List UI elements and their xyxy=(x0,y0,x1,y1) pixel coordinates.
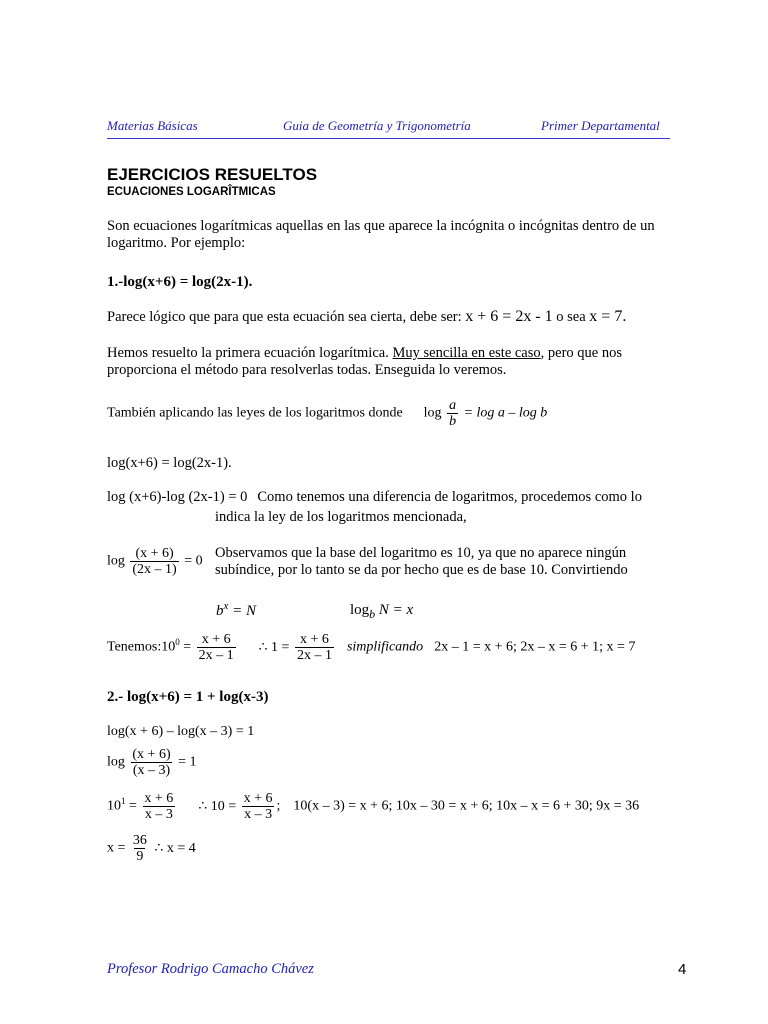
difference-line xyxy=(107,489,642,506)
p1-text: Parece lógico que para que esta ecuación sea cierta, debe ser: xyxy=(107,309,462,325)
p1-equation: x + 6 = 2x - 1 xyxy=(465,308,553,325)
ex2-log: log xyxy=(107,754,125,770)
tenemos-fraction-1 xyxy=(197,632,236,663)
ex2-therefore: ∴ 10 = xyxy=(198,799,237,814)
p1-or: o sea xyxy=(556,309,586,325)
exercise-2-heading: 2.- log(x+6) = 1 + log(x-3) xyxy=(107,689,269,705)
ex2-denominator: (x – 3) xyxy=(132,763,171,778)
ex2-line-2 xyxy=(107,747,197,778)
tenemos-exp: 0 xyxy=(175,637,180,648)
frac-denominator: (2x – 1) xyxy=(132,562,177,577)
intro-paragraph: Son ecuaciones logarítmicas aquellas en las que aparece la incógnita o incógnitas dentro de un logaritmo. Por ejemplo: xyxy=(107,218,655,251)
conv-sub-b: b xyxy=(369,607,376,621)
base-paragraph: Observamos que la base del logaritmo es 10, ya que no aparece ningún subíndice, por lo tanto se da por hecho que es de base 10. Convirtiendo xyxy=(215,545,628,578)
ex2-x-eq: x = xyxy=(107,840,126,856)
ex2-base: 10 xyxy=(107,798,121,814)
simplificando-label: simplificando xyxy=(346,639,424,655)
ex2-result: ∴ x = 4 xyxy=(154,841,196,856)
ex2-rhs: = 1 xyxy=(178,754,197,770)
p2-underlined: Muy sencilla en este caso xyxy=(392,345,541,361)
header-divider xyxy=(107,138,670,139)
tenemos-line xyxy=(107,632,635,663)
ex2-num-b: x + 6 xyxy=(243,791,273,806)
p2-text-a: Hemos resuelto la primera ecuación logarítmica. xyxy=(107,345,389,361)
ex2-eq: = xyxy=(129,798,137,814)
ex2-den-c: 9 xyxy=(136,849,144,864)
difference-text-1: Como tenemos una diferencia de logaritmos, procedemos como lo xyxy=(257,489,642,505)
ex2-line-4 xyxy=(107,833,196,864)
page-number: 4 xyxy=(678,961,687,978)
ex2-den-b: x – 3 xyxy=(244,807,273,822)
page-subtitle: ECUACIONES LOGARÎTMICAS xyxy=(107,186,276,198)
log-law-line xyxy=(107,398,547,429)
therefore-one: ∴ 1 = xyxy=(258,640,290,655)
frac-log: log xyxy=(107,553,125,569)
ex2-num-a: x + 6 xyxy=(144,791,174,806)
ex2-num-c: 36 xyxy=(132,833,147,848)
tenemos-eq: = xyxy=(183,639,192,655)
frac-numerator: (x + 6) xyxy=(135,546,174,561)
exercise-1-paragraph-1 xyxy=(107,308,687,326)
law-rhs: = log a – log b xyxy=(463,405,548,421)
ex2-fraction-b xyxy=(242,791,275,822)
law-denominator: b xyxy=(449,414,457,429)
conversion-right xyxy=(350,602,413,622)
tenemos-num-2: x + 6 xyxy=(300,632,329,647)
conv-log: log xyxy=(350,602,370,619)
ex2-fraction-c xyxy=(131,833,149,864)
conversion-left xyxy=(216,600,256,620)
p2-text-b: , pero que nos proporciona el método para resolverlas todas. Enseguida lo veremos. xyxy=(107,345,622,378)
law-text: También aplicando las leyes de los logaritmos donde xyxy=(107,405,403,421)
equation-restated: log(x+6) = log(2x-1). xyxy=(107,455,232,471)
p1-result: x = 7. xyxy=(589,308,627,325)
ex2-numerator: (x + 6) xyxy=(132,747,171,762)
exercise-1-paragraph-2 xyxy=(107,345,687,379)
conv-b: b xyxy=(216,603,224,620)
tenemos-den-2: 2x – 1 xyxy=(296,648,332,663)
ex2-fraction xyxy=(130,747,172,778)
fraction-equation xyxy=(107,546,203,577)
page-title: EJERCICIOS RESUELTOS xyxy=(107,165,318,184)
tenemos-base: 10 xyxy=(161,639,176,655)
law-numerator: a xyxy=(449,398,457,413)
tenemos-fraction-2 xyxy=(295,632,334,663)
header-right: Primer Departamental xyxy=(541,118,660,133)
law-log: log xyxy=(423,405,442,421)
exercise-1-heading: 1.-log(x+6) = log(2x-1). xyxy=(107,274,253,290)
difference-text-2: indica la ley de los logaritmos mencionada, xyxy=(215,509,467,525)
ex2-line-3: $10^1$ = $\frac{x + 6}{x - 3}$ ∴ 10 = $\frac{x + 6}{x - 3}$ ; 10(x – 3) = x + 6; 10x – 30 = x + 6; 10x – x = 6 + 30; 9x = 36 xyxy=(107,791,640,822)
header-center: Guia de Geometría y Trigonometría xyxy=(283,118,471,133)
difference-equation: log (x+6)-log (2x-1) = 0 xyxy=(107,489,248,505)
tenemos-den-1: 2x – 1 xyxy=(198,648,234,663)
ex2-line-1: log(x + 6) – log(x – 3) = 1 xyxy=(107,724,255,739)
conv-left-rhs: = N xyxy=(232,603,257,620)
law-fraction xyxy=(447,398,458,429)
conv-right-rhs: N = x xyxy=(378,602,414,619)
tenemos-num-1: x + 6 xyxy=(201,632,231,647)
ex2-exp: 1 xyxy=(121,796,126,807)
ex2-den-a: x – 3 xyxy=(144,807,173,822)
simplification-steps: 2x – 1 = x + 6; 2x – x = 6 + 1; x = 7 xyxy=(434,639,636,655)
ex2-fraction-a xyxy=(142,791,175,822)
footer-author: Profesor Rodrigo Camacho Chávez xyxy=(107,961,314,977)
conv-x: x xyxy=(223,600,229,612)
tenemos-label: Tenemos: xyxy=(107,639,162,655)
header-left: Materias Básicas xyxy=(107,118,198,133)
frac-rhs: = 0 xyxy=(184,553,203,569)
frac-block xyxy=(130,546,178,577)
ex2-steps: 10(x – 3) = x + 6; 10x – 30 = x + 6; 10x – x = 6 + 30; 9x = 36 xyxy=(293,798,640,814)
